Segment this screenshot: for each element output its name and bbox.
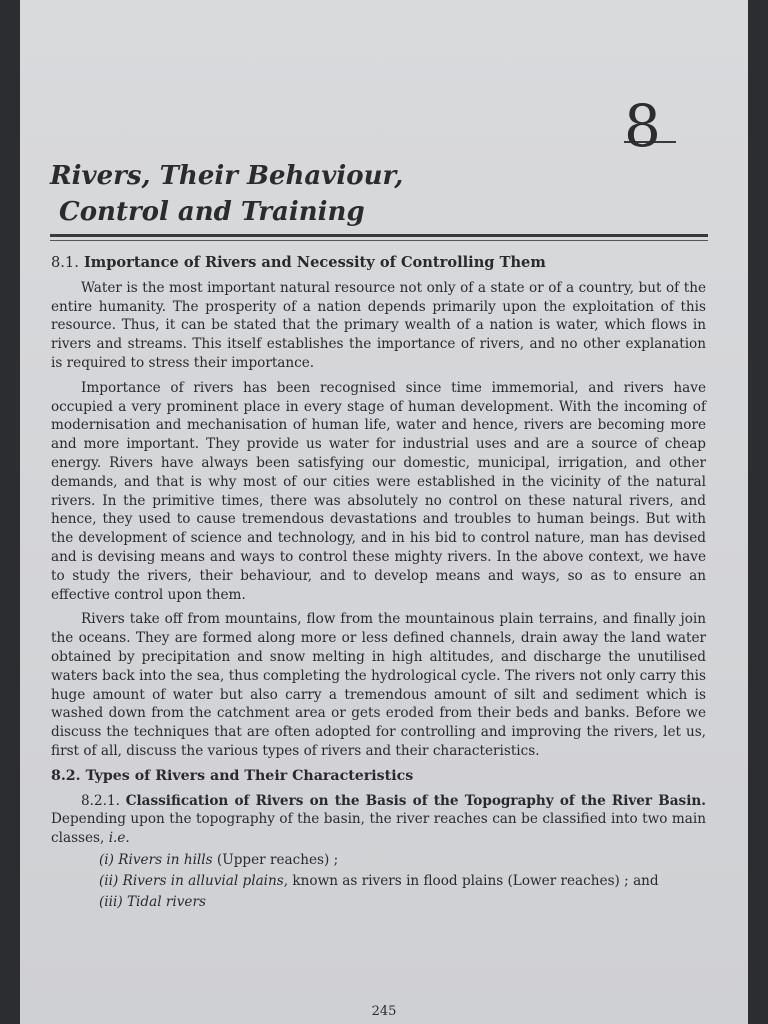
page-body: [51, 254, 706, 913]
subsection-text: Depending upon the topography of the basin, the river reaches can be classified into two main classes,: [51, 811, 706, 847]
list-item: (i) Rivers in hills (Upper reaches) ;: [99, 851, 339, 868]
paragraph: Rivers take off from mountains, flow from the mountainous plain terrains, and finally join the oceans. They are formed along more or less defined channels, drain away the land water obtained by precipitation and snow melting in high altitudes, and discharge the unutilised waters back into the sea, thus completing the hydrological cycle. The rivers not only carry this huge amount of water but also carry a tremendous amount of silt and sediment which is washed down from the catchment area or gets eroded from their beds and banks. Before we discuss the techniques that are often adopted for controlling and improving the rivers, let us, first of all, discuss the various types of rivers and their characteristics.: [51, 611, 706, 759]
page-number: 245: [371, 1004, 397, 1019]
section-number: 8.1.: [51, 254, 79, 271]
chapter-number: 8: [624, 92, 661, 160]
title-rule-thick: [50, 234, 708, 237]
subsection-ie: i.e.: [108, 830, 130, 847]
section-heading-text: Types of Rivers and Their Characteristics: [85, 767, 414, 784]
paragraph: Water is the most important natural resource not only of a state or of a country, but of the entire humanity. The prosperity of a nation depends primarily upon the exploitation of this resource. Thus, it can be stated that the primary wealth of a nation is water, which flows in rivers and streams. This itself establishes the importance of rivers, and no other explanation is required to stress their importance.: [51, 279, 706, 371]
river-class-list: [51, 850, 706, 913]
paragraph: Importance of rivers has been recognised since time immemorial, and rivers have occupied a very prominent place in every stage of human development. With the incoming of modernisation and mechanisation of human life, water and hence, rivers are becoming more and more important. They provide us water for industrial uses and are a source of cheap energy. Rivers have always been satisfying our domestic, municipal, irrigation, and other demands, and that is why most of our cities were established in the vicinity of the natural rivers. In the primitive times, there was absolutely no control on these natural rivers, and hence, they used to cause tremendous devastations and troubles to human beings. But with the development of science and technology, and in his bid to control nature, man has devised and is devising means and ways to control these mighty rivers. In the above context, we have to study the rivers, their behaviour, and to develop means and ways, so as to ensure an effective control upon them.: [51, 379, 706, 603]
list-item: (iii) Tidal rivers: [99, 893, 206, 910]
section-heading-8-2: [51, 767, 706, 786]
chapter-title-line-1: Rivers, Their Behaviour,: [50, 161, 404, 191]
subsection-number: 8.2.1.: [81, 792, 120, 809]
subsection-8-2-1: [51, 792, 706, 848]
section-heading-8-1: [51, 254, 706, 273]
chapter-title-line-2: Control and Training: [59, 197, 365, 227]
chapter-title: [50, 158, 403, 230]
section-heading-text: Importance of Rivers and Necessity of Controlling Them: [83, 254, 546, 271]
section-number: 8.2.: [51, 767, 81, 784]
subsection-heading: Classification of Rivers on the Basis of the Topography of the River Basin.: [125, 792, 706, 809]
title-rule-thin: [50, 240, 708, 241]
list-item: (ii) Rivers in alluvial plains, known as rivers in flood plains (Lower reaches) ; and: [99, 872, 659, 889]
book-page: [20, 0, 748, 1024]
